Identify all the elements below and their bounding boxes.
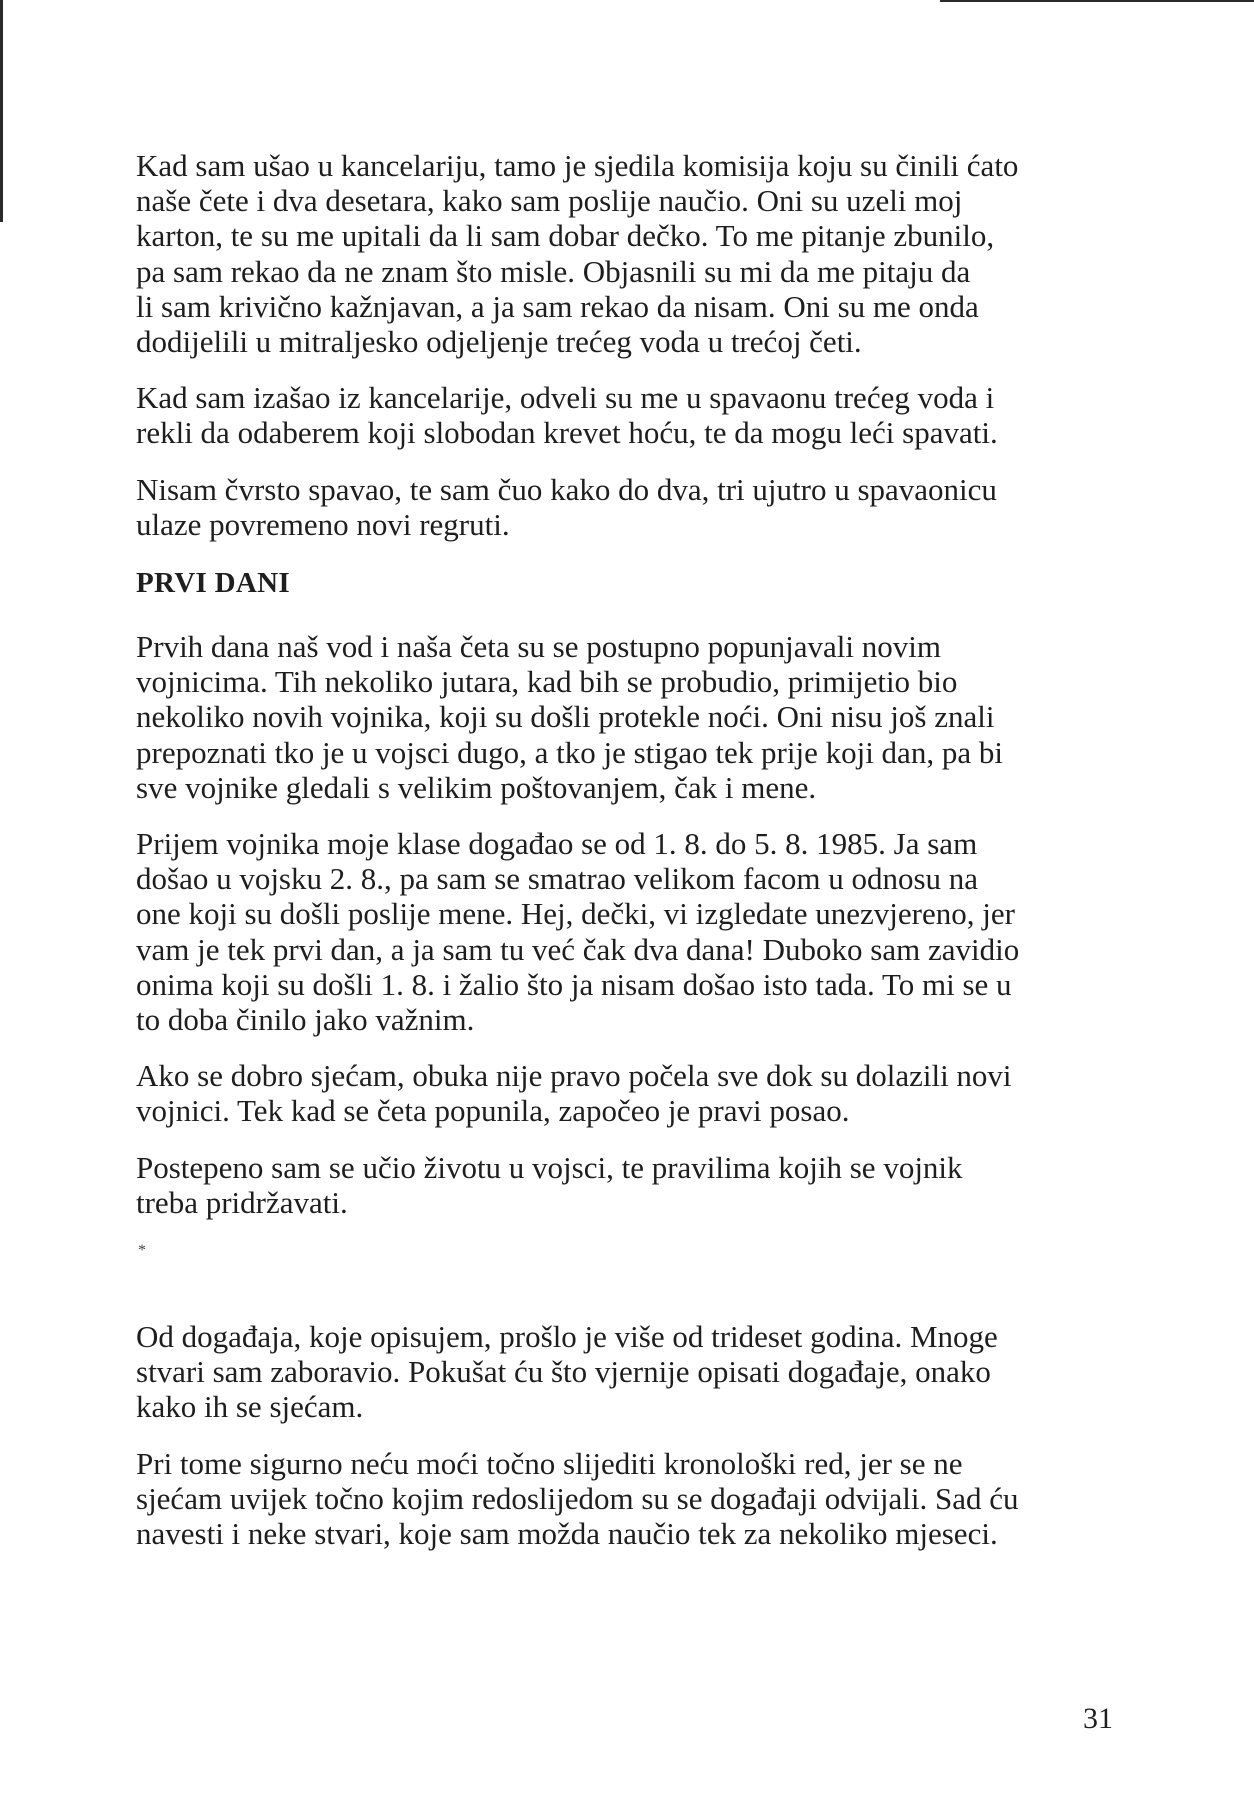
text-line: pa sam rekao da ne znam što misle. Objasnili su mi da me pitaju da	[136, 253, 971, 289]
text-line: Kad sam izašao iz kancelarije, odveli su me u spavaonu trećeg voda i	[136, 380, 995, 416]
text-line: stvari sam zaboravio. Pokušat ću što vjernije opisati događaje, onako	[136, 1354, 991, 1390]
text-line: Ako se dobro sjećam, obuka nije pravo počela sve dok su dolazili novi	[136, 1058, 1012, 1094]
text-line: onima koji su došli 1. 8. i žalio što ja nisam došao isto tada. To mi se u	[136, 966, 1012, 1002]
text-line: Od događaja, koje opisujem, prošlo je više od trideset godina. Mnoge	[136, 1319, 998, 1355]
text-line: ulaze povremeno novi regruti.	[136, 506, 510, 542]
text-line: sve vojnike gledali s velikim poštovanjem, čak i mene.	[136, 769, 817, 805]
page-body	[136, 148, 1111, 1572]
text-line: Prvih dana naš vod i naša četa su se postupno popunjavali novim	[136, 629, 942, 665]
text-line: navesti i neke stvari, koje sam možda naučio tek za nekoliko mjeseci.	[136, 1516, 998, 1552]
paragraph	[136, 826, 1111, 1037]
paragraph	[136, 1150, 1111, 1220]
scan-edge-top	[940, 0, 1254, 2]
text-line: vojnici. Tek kad se četa popunila, započeo je pravi posao.	[136, 1093, 850, 1129]
section-heading: PRVI DANI	[136, 567, 290, 600]
text-line: prepoznati tko je u vojsci dugo, a tko je stigao tek prije koji dan, pa bi	[136, 734, 1003, 770]
text-line: to doba činilo jako važnim.	[136, 1002, 475, 1038]
paragraph	[136, 1319, 1111, 1425]
paragraph	[136, 1446, 1111, 1552]
paragraph	[136, 148, 1111, 359]
section-after-heading	[136, 629, 1111, 1220]
paragraph	[136, 1058, 1111, 1128]
text-line: Postepeno sam se učio životu u vojsci, te pravilima kojih se vojnik	[136, 1149, 963, 1185]
section-separator: *	[138, 1242, 146, 1260]
text-line: Kad sam ušao u kancelariju, tamo je sjedila komisija koju su činili ćato	[136, 148, 1019, 183]
text-line: karton, te su me upitali da li sam dobar dečko. To me pitanje zbunilo,	[136, 218, 995, 254]
paragraph	[136, 472, 1111, 542]
scan-edge-left	[0, 0, 3, 222]
text-line: vam je tek prvi dan, a ja sam tu već čak dva dana! Duboko sam zavidio	[136, 931, 1020, 967]
text-line: one koji su došli poslije mene. Hej, dečki, vi izgledate unezvjereno, jer	[136, 896, 1015, 932]
text-line: dodijelili u mitraljesko odjeljenje trećeg voda u trećoj četi.	[136, 324, 862, 360]
text-line: naše čete i dva desetara, kako sam poslije naučio. Oni su uzeli moj	[136, 183, 963, 219]
text-line: treba pridržavati.	[136, 1184, 348, 1220]
text-line: Pri tome sigurno neću moći točno slijediti kronološki red, jer se ne	[136, 1445, 963, 1481]
page-number: 31	[1083, 1702, 1113, 1735]
paragraph	[136, 629, 1111, 805]
text-line: li sam krivično kažnjavan, a ja sam rekao da nisam. Oni su me onda	[136, 288, 979, 324]
text-line: vojnicima. Tih nekoliko jutara, kad bih se probudio, primijetio bio	[136, 664, 958, 700]
text-line: nekoliko novih vojnika, koji su došli protekle noći. Oni nisu još znali	[136, 699, 995, 735]
text-line: kako ih se sjećam.	[136, 1389, 364, 1425]
text-line: Prijem vojnika moje klase događao se od 1. 8. do 5. 8. 1985. Ja sam	[136, 826, 978, 862]
text-line: rekli da odaberem koji slobodan krevet hoću, te da mogu leći spavati.	[136, 415, 998, 451]
paragraph	[136, 380, 1111, 450]
section-before-heading	[136, 148, 1111, 542]
text-line: sjećam uvijek točno kojim redoslijedom su se događaji odvijali. Sad ću	[136, 1480, 1019, 1516]
text-line: Nisam čvrsto spavao, te sam čuo kako do dva, tri ujutro u spavaonicu	[136, 471, 997, 507]
section-after-separator	[136, 1319, 1111, 1551]
text-line: došao u vojsku 2. 8., pa sam se smatrao velikom facom u odnosu na	[136, 861, 979, 897]
